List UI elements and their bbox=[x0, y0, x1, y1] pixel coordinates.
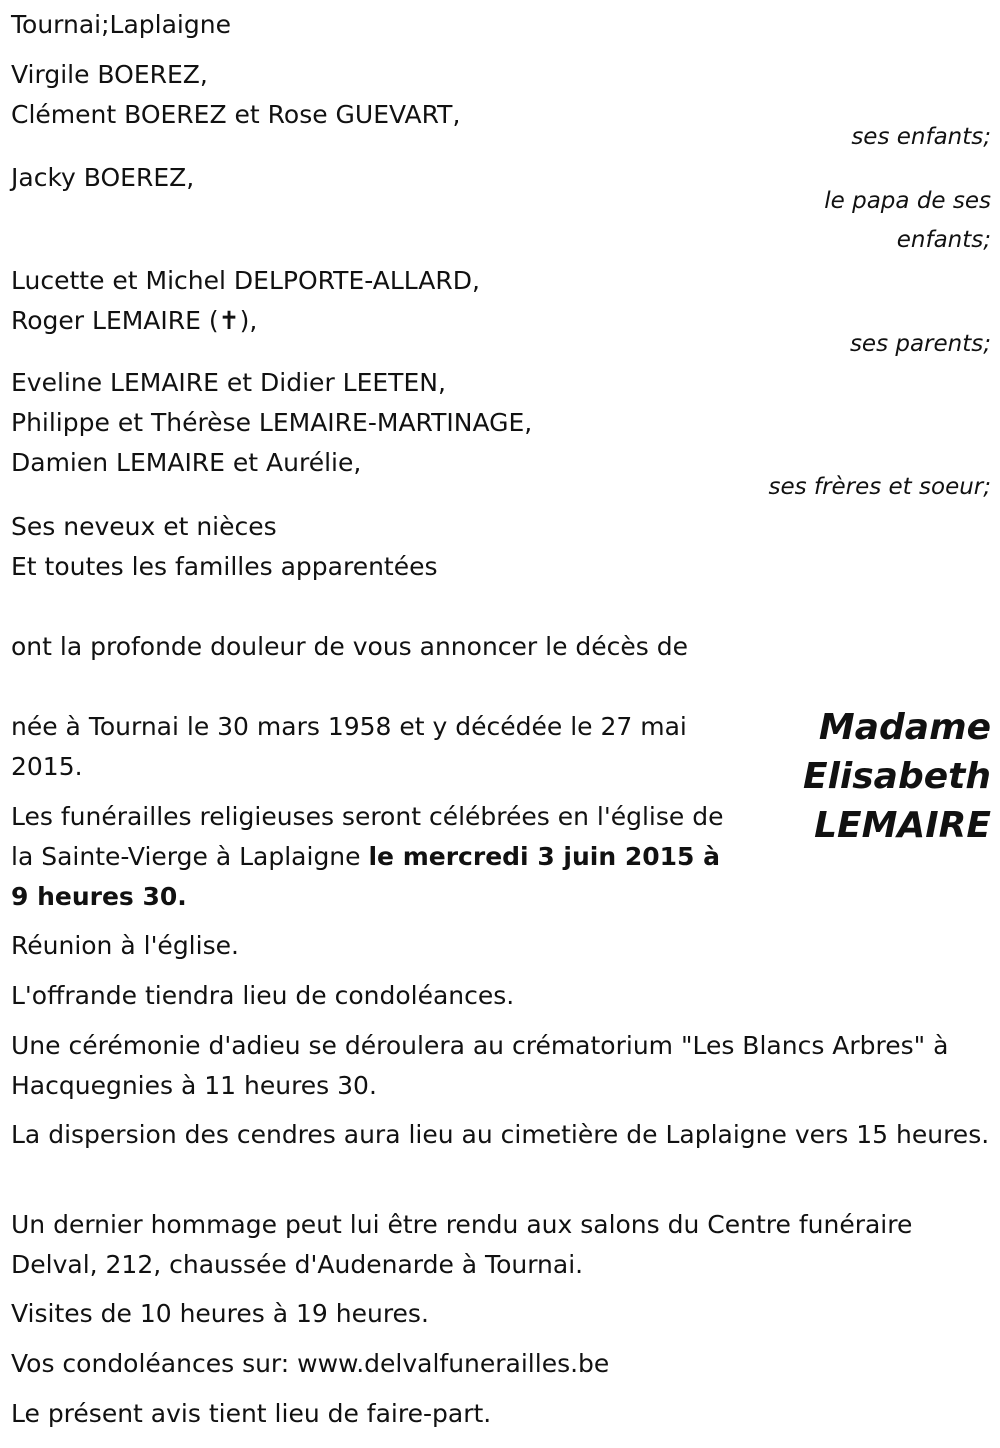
family-member: Eveline LEMAIRE et Didier LEETEN, bbox=[11, 368, 446, 397]
siblings-group bbox=[11, 363, 991, 483]
visits-paragraph bbox=[11, 1294, 991, 1334]
birth-death-paragraph bbox=[11, 707, 731, 787]
funeral-paragraph bbox=[11, 797, 731, 917]
dispersion-paragraph bbox=[11, 1115, 991, 1155]
parents-role-group bbox=[11, 325, 991, 364]
siblings-role: ses frères et soeur; bbox=[768, 474, 991, 500]
father-role-group bbox=[11, 182, 991, 260]
condolences-text: Vos condoléances sur: www.delvalfunerailles.be bbox=[11, 1349, 610, 1378]
family-member: Clément BOEREZ et Rose GUEVART, bbox=[11, 100, 461, 129]
parents-role: ses parents; bbox=[849, 331, 991, 357]
notice-paragraph bbox=[11, 1394, 991, 1434]
deceased-last-name: LEMAIRE bbox=[814, 805, 991, 846]
place-text: Tournai;Laplaigne bbox=[11, 10, 231, 39]
ceremony-text: Une cérémonie d'adieu se déroulera au crématorium "Les Blancs Arbres" à Hacquegnies à 11 heures 30. bbox=[11, 1031, 949, 1100]
children-role: ses enfants; bbox=[851, 124, 991, 150]
family-member: Philippe et Thérèse LEMAIRE-MARTINAGE, bbox=[11, 408, 533, 437]
birth-death-text: née à Tournai le 30 mars 1958 et y décédée le 27 mai 2015. bbox=[11, 712, 687, 781]
family-member: Roger LEMAIRE (✝), bbox=[11, 306, 258, 335]
family-member: Jacky BOEREZ, bbox=[11, 163, 195, 192]
announcement-group bbox=[11, 627, 991, 667]
deceased-title: Madame bbox=[818, 707, 991, 748]
condolences-paragraph bbox=[11, 1344, 991, 1384]
offering-text: L'offrande tiendra lieu de condoléances. bbox=[11, 981, 515, 1010]
deceased-name bbox=[711, 703, 991, 850]
father-role: le papa de ses enfants; bbox=[824, 188, 991, 253]
siblings-role-group bbox=[11, 468, 991, 507]
deceased-first-name: Elisabeth bbox=[802, 756, 991, 797]
visits-text: Visites de 10 heures à 19 heures. bbox=[11, 1299, 429, 1328]
family-member: Lucette et Michel DELPORTE-ALLARD, bbox=[11, 266, 480, 295]
family-member: Damien LEMAIRE et Aurélie, bbox=[11, 448, 362, 477]
funeral-date-text: le mercredi 3 juin 2015 à 9 heures 30. bbox=[11, 842, 721, 911]
funeral-intro-text: Les funérailles religieuses seront célébrées en l'église de la Sainte-Vierge à Laplaigne bbox=[11, 802, 724, 871]
homage-text: Un dernier hommage peut lui être rendu aux salons du Centre funéraire Delval, 212, chaussée d'Audenarde à Tournai. bbox=[11, 1210, 913, 1279]
family-member: Virgile BOEREZ, bbox=[11, 60, 208, 89]
children-role-group bbox=[11, 118, 991, 157]
announcement-text: ont la profonde douleur de vous annoncer le décès de bbox=[11, 632, 689, 661]
place-header bbox=[11, 5, 991, 45]
family-member: Et toutes les familles apparentées bbox=[11, 552, 438, 581]
meeting-paragraph bbox=[11, 926, 991, 966]
family-member: Ses neveux et nièces bbox=[11, 512, 277, 541]
ceremony-paragraph bbox=[11, 1026, 991, 1106]
offering-paragraph bbox=[11, 976, 991, 1016]
meeting-text: Réunion à l'église. bbox=[11, 931, 239, 960]
homage-paragraph bbox=[11, 1205, 991, 1285]
others-group bbox=[11, 507, 991, 587]
notice-text: Le présent avis tient lieu de faire-part. bbox=[11, 1399, 492, 1428]
dispersion-text: La dispersion des cendres aura lieu au cimetière de Laplaigne vers 15 heures. bbox=[11, 1120, 990, 1149]
